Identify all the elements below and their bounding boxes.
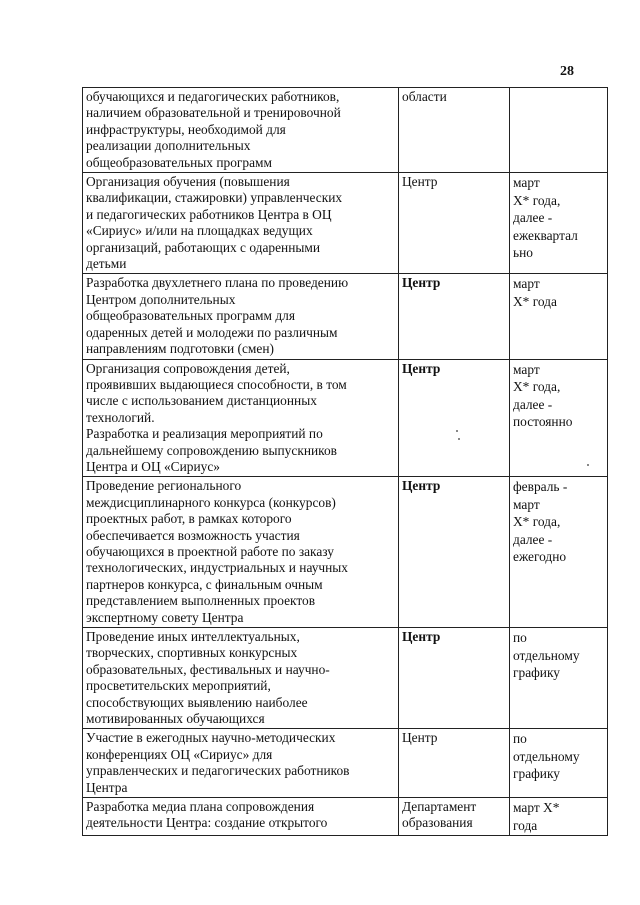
action-plan-table (82, 87, 608, 836)
text-line: представлением выполненных проектов (86, 593, 316, 609)
table-row (83, 274, 608, 359)
action-cell (83, 729, 399, 798)
text-line: технологических, индустриальных и научных (86, 560, 348, 576)
deadline-text: года (513, 817, 538, 833)
deadline-text: март Х* (513, 800, 560, 816)
scan-speck (587, 464, 589, 466)
text-line: проектных работ, в рамках которого (86, 511, 292, 527)
deadline-text: далее - (513, 396, 553, 412)
text-line: просветительских мероприятий, (86, 678, 271, 694)
deadline-text: по (513, 630, 527, 645)
action-cell (83, 173, 399, 274)
text-line: творческих, спортивных конкурсных (86, 645, 298, 661)
deadline-text: отдельному (513, 748, 580, 764)
text-line: Разработка и реализация мероприятий по (86, 426, 323, 442)
text-line: Центра (86, 779, 128, 795)
text-line: Организация сопровождения детей, (86, 360, 290, 376)
deadline-cell (510, 274, 608, 359)
text-line: обучающихся в проектной работе по заказу (86, 543, 335, 559)
text-line: обучающихся и педагогических работников, (86, 89, 340, 104)
scan-speck (458, 438, 460, 440)
deadline-text: ежегодно (513, 549, 567, 565)
table-row (83, 477, 608, 628)
deadline-text: ежеквартал (513, 227, 578, 243)
text-line: Разработка медиа плана сопровождения (86, 799, 315, 815)
text-line: Организация обучения (повышения (86, 174, 290, 190)
deadline-text: март (513, 276, 540, 292)
deadline-text: далее - (513, 210, 553, 226)
text-line: числе с использованием дистанционных (86, 393, 317, 409)
text-line: управленческих и педагогических работников (86, 763, 350, 779)
text-line: «Сириус» и/или на площадках ведущих (86, 223, 313, 239)
deadline-text: ьно (513, 245, 533, 261)
text-line: Центром дополнительных (86, 291, 236, 307)
deadline-text: Х* года, (513, 192, 561, 208)
text-line: дальнейшему сопровождению выпускников (86, 442, 337, 458)
deadline-text: графику (513, 766, 560, 782)
deadline-text: февраль - (513, 479, 568, 495)
text-line: организаций, работающих с одаренными (86, 239, 321, 255)
responsible-text: Центр (402, 174, 438, 190)
responsible-cell (399, 173, 510, 274)
action-cell (83, 274, 399, 359)
text-line: и педагогических работников Центра в ОЦ (86, 206, 332, 222)
page-number: 28 (560, 64, 574, 79)
responsible-text: образования (402, 815, 473, 831)
deadline-text: Х* года, (513, 514, 561, 530)
text-line: конференциях ОЦ «Сириус» для (86, 746, 273, 762)
deadline-cell (510, 173, 608, 274)
text-line: наличием образовательной и тренировочной (86, 105, 341, 121)
responsible-text: Центр (402, 478, 441, 494)
table-row (83, 798, 608, 836)
deadline-text: март (513, 175, 540, 191)
responsible-text: Центр (402, 730, 438, 746)
deadline-text: постоянно (513, 414, 573, 429)
text-line: инфраструктуры, необходимой для (86, 121, 286, 137)
scan-speck (456, 430, 458, 432)
deadline-text: отдельному (513, 647, 580, 663)
text-line: способствующих выявлению наиболее (86, 694, 308, 710)
text-line: Центра и ОЦ «Сириус» (86, 458, 220, 474)
table-row (83, 729, 608, 798)
action-cell (83, 359, 399, 477)
deadline-text: Х* года (513, 293, 557, 309)
deadline-cell (510, 628, 608, 729)
responsible-cell (399, 729, 510, 798)
text-line: Проведение регионального (86, 478, 242, 494)
deadline-text: далее - (513, 531, 553, 547)
text-line: партнеров конкурса, с финальным очным (86, 576, 323, 592)
text-line: квалификации, стажировки) управленческих (86, 190, 343, 206)
table-row (83, 628, 608, 729)
responsible-text: Центр (402, 629, 441, 644)
deadline-text: Х* года, (513, 379, 561, 394)
deadline-cell (510, 477, 608, 628)
text-line: детьми (86, 256, 127, 272)
action-cell (83, 798, 399, 836)
text-line: образовательных, фестивальных и научно- (86, 661, 330, 677)
text-line: деятельности Центра: создание открытого (86, 815, 328, 831)
text-line: Участие в ежегодных научно-методических (86, 730, 336, 746)
deadline-text: март (513, 496, 540, 512)
deadline-cell (510, 88, 608, 173)
deadline-text: март (513, 361, 540, 377)
text-line: проявивших выдающиеся способности, в том (86, 376, 347, 392)
deadline-cell (510, 798, 608, 836)
deadline-text: графику (513, 665, 560, 680)
text-line: общеобразовательных программ для (86, 308, 295, 324)
text-line: одаренных детей и молодежи по различным (86, 324, 338, 340)
responsible-text: Центр (402, 275, 441, 291)
text-line: технологий. (86, 409, 155, 425)
action-cell (83, 628, 399, 729)
table-row (83, 359, 608, 477)
responsible-cell (399, 798, 510, 836)
table-row (83, 88, 608, 173)
deadline-cell (510, 729, 608, 798)
responsible-cell (399, 359, 510, 477)
table-row (83, 173, 608, 274)
text-line: междисциплинарного конкурса (конкурсов) (86, 494, 336, 510)
responsible-cell (399, 628, 510, 729)
action-cell (83, 88, 399, 173)
responsible-cell (399, 274, 510, 359)
action-cell (83, 477, 399, 628)
responsible-text: Центр (402, 360, 441, 376)
responsible-text: Департамент (402, 799, 477, 815)
text-line: общеобразовательных программ (86, 154, 272, 170)
text-line: мотивированных обучающихся (86, 711, 265, 727)
responsible-text: области (402, 89, 447, 104)
text-line: экспертному совету Центра (86, 609, 244, 625)
deadline-text: по (513, 731, 527, 747)
text-line: направлениям подготовки (смен) (86, 341, 274, 357)
text-line: обеспечивается возможность участия (86, 527, 300, 543)
responsible-cell (399, 88, 510, 173)
text-line: Проведение иных интеллектуальных, (86, 629, 300, 644)
text-line: Разработка двухлетнего плана по проведению (86, 275, 349, 291)
text-line: реализации дополнительных (86, 138, 251, 154)
deadline-cell (510, 359, 608, 477)
responsible-cell (399, 477, 510, 628)
